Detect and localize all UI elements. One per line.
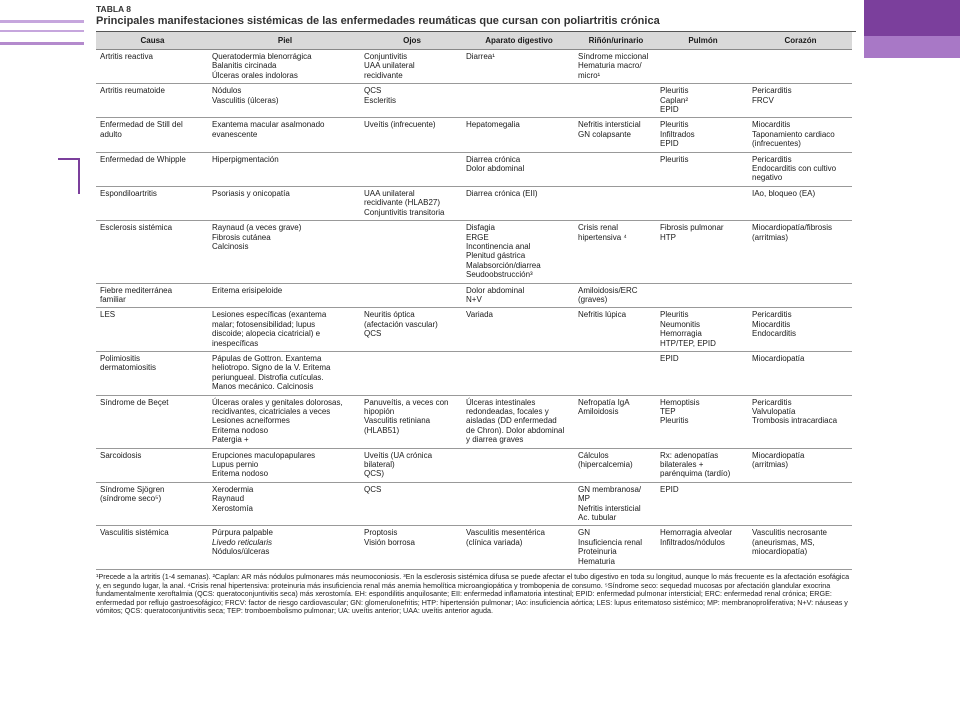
cell-line: Ac. tubular <box>578 513 617 523</box>
cell-line: Conjuntivitis transitoria <box>364 207 445 217</box>
cell-line: Cálculos <box>578 450 609 460</box>
cell-line: Xerodermia <box>212 484 254 494</box>
cell-line: QCS) <box>364 469 384 479</box>
column-header: Aparato digestivo <box>463 32 575 50</box>
cell-line: y diarrea graves <box>466 435 524 445</box>
table-cell-digestivo <box>463 482 575 526</box>
table-cell-rinon <box>575 118 657 152</box>
column-header: Ojos <box>361 32 463 50</box>
cell-line: Nefritis intersticial <box>578 503 641 513</box>
cell-line: Vasculitis (úlceras) <box>212 95 279 105</box>
table-cell-corazon <box>749 448 852 482</box>
cell-line: recidivantes, cicatriciales a veces <box>212 407 331 416</box>
cell-line: Valvulopatía <box>752 407 796 416</box>
cell-line: Úlceras intestinales <box>466 397 536 407</box>
cell-line: Pericarditis <box>752 310 792 320</box>
table-cell-corazon <box>749 283 852 308</box>
table-cell-causa <box>96 448 209 482</box>
cell-line: Sarcoidosis <box>100 450 142 460</box>
cell-line: Uveítis (UA crónica <box>364 450 433 460</box>
table-row <box>96 50 852 84</box>
cell-line: evanescente <box>212 129 258 139</box>
table-cell-pulmon <box>657 395 749 448</box>
cell-line: Eritema nodoso <box>212 469 269 479</box>
table-cell-piel <box>209 84 361 118</box>
cell-line: hipertensiva ⁴ <box>578 232 627 242</box>
table-cell-causa <box>96 308 209 352</box>
cell-line: (HLAB51) <box>364 425 400 435</box>
cell-line: MP <box>578 494 590 504</box>
cell-line: Hematuria <box>578 556 615 566</box>
table-row <box>96 526 852 570</box>
cell-line: Enfermedad de Whipple <box>100 154 186 164</box>
table-row <box>96 351 852 395</box>
cell-line: bilateral) <box>364 460 395 470</box>
cell-line: Queratodermia blenorrágica <box>212 52 312 61</box>
cell-line: Hemorragia alveolar <box>660 528 733 538</box>
table-cell-digestivo <box>463 448 575 482</box>
cell-line: (síndrome seco⁵) <box>100 494 162 504</box>
table-cell-ojos <box>361 283 463 308</box>
table-cell-pulmon <box>657 186 749 220</box>
table-cell-rinon <box>575 351 657 395</box>
table-cell-ojos <box>361 152 463 186</box>
decorative-bracket <box>58 158 80 194</box>
table-cell-causa <box>96 152 209 186</box>
cell-line: Hemoptisis <box>660 397 700 407</box>
table-cell-pulmon <box>657 482 749 526</box>
cell-line: Miocarditis <box>752 120 791 130</box>
cell-line: bilaterales + <box>660 460 704 470</box>
table-cell-causa <box>96 351 209 395</box>
cell-line: Fiebre mediterránea <box>100 285 173 295</box>
cell-line: Caplan² <box>660 95 689 105</box>
cell-line: Enfermedad de Still del <box>100 120 183 130</box>
table-cell-ojos <box>361 50 463 84</box>
table-cell-digestivo <box>463 351 575 395</box>
table-header-row <box>96 32 852 50</box>
cell-line: Vasculitis sistémica <box>100 528 169 538</box>
cell-line: GN <box>578 528 590 538</box>
cell-line: Raynaud <box>212 494 245 504</box>
column-header: Corazón <box>749 32 852 50</box>
cell-line: Disfagia <box>466 223 495 233</box>
cell-line: Escleritis <box>364 95 397 105</box>
table-cell-piel <box>209 283 361 308</box>
cell-line: Variada <box>466 310 493 320</box>
cell-line: Seudoobstrucción³ <box>466 270 533 280</box>
table-cell-corazon <box>749 118 852 152</box>
cell-line: Síndrome miccional <box>578 52 649 61</box>
cell-line: Lupus pernio <box>212 460 259 470</box>
cell-line: Pericarditis <box>752 154 792 164</box>
cell-line: Púrpura palpable <box>212 528 273 538</box>
table-cell-pulmon <box>657 526 749 570</box>
table-cell-causa <box>96 482 209 526</box>
table-cell-digestivo <box>463 152 575 186</box>
cell-line: Diarrea crónica <box>466 154 521 164</box>
cell-line: Pericarditis <box>752 86 792 96</box>
cell-line: (aneurismas, MS, <box>752 537 815 547</box>
table-cell-corazon <box>749 351 852 395</box>
cell-line: Polimiositis <box>100 353 141 363</box>
table-cell-piel <box>209 448 361 482</box>
column-header: Causa <box>96 32 209 50</box>
table-cell-causa <box>96 395 209 448</box>
cell-line: HTP/TEP, EPID <box>660 338 716 348</box>
table-cell-digestivo <box>463 526 575 570</box>
cell-line: IAo, bloqueo (EA) <box>752 188 816 198</box>
cell-line: dermatomiositis <box>100 363 157 373</box>
table-cell-rinon <box>575 395 657 448</box>
cell-line: Artritis reactiva <box>100 52 153 61</box>
table-cell-piel <box>209 152 361 186</box>
cell-line: UAA unilateral <box>364 61 415 71</box>
cell-line: Miocardiopatía/fibrosis <box>752 223 833 233</box>
cell-line: malar; fotosensibilidad; lupus <box>212 319 316 329</box>
table-cell-pulmon <box>657 308 749 352</box>
table-cell-digestivo <box>463 221 575 283</box>
cell-line: Balanitis circinada <box>212 61 277 71</box>
cell-line: Dolor abdominal <box>466 164 525 174</box>
table-cell-corazon <box>749 308 852 352</box>
cell-line: redondeadas, focales y <box>466 407 549 416</box>
cell-line: Proptosis <box>364 528 398 538</box>
cell-line: EPID <box>660 105 679 115</box>
cell-line: Raynaud (a veces grave) <box>212 223 302 233</box>
cell-line: miocardiopatía) <box>752 547 808 557</box>
cell-line: Plenitud gástrica <box>466 251 526 261</box>
cell-line: EPID <box>660 484 679 494</box>
cell-line: Miocardiopatía <box>752 450 805 460</box>
cell-line: Fibrosis pulmonar <box>660 223 724 233</box>
table-cell-pulmon <box>657 221 749 283</box>
table-cell-rinon <box>575 526 657 570</box>
table-cell-causa <box>96 84 209 118</box>
cell-line: Visión borrosa <box>364 537 415 547</box>
cell-line: Infiltrados <box>660 129 695 139</box>
cell-line: Pleuritis <box>660 310 689 320</box>
cell-line: Patergia + <box>212 435 249 445</box>
cell-line: aisladas (DD enfermedad <box>466 416 557 426</box>
table-body <box>96 50 852 570</box>
decorative-line <box>0 42 84 45</box>
table-row <box>96 283 852 308</box>
cell-line: recidivante (HLAB27) <box>364 198 441 208</box>
table-cell-rinon <box>575 283 657 308</box>
cell-line: adulto <box>100 129 122 139</box>
cell-line: Dolor abdominal <box>466 285 525 295</box>
table-row <box>96 186 852 220</box>
table-cell-rinon <box>575 50 657 84</box>
cell-line: Calcinosis <box>212 241 249 251</box>
table-cell-digestivo <box>463 186 575 220</box>
table-cell-ojos <box>361 186 463 220</box>
cell-line: Malabsorción/diarrea <box>466 260 541 270</box>
cell-line: Xerostomía <box>212 503 253 513</box>
cell-line: Amiloidosis <box>578 407 619 416</box>
cell-line: Neuritis óptica <box>364 310 415 320</box>
cell-line: Pleuritis <box>660 416 689 426</box>
cell-line: Artritis reumatoide <box>100 86 165 96</box>
table-cell-pulmon <box>657 84 749 118</box>
cell-line: Úlceras orales y genitales dolorosas, <box>212 397 343 407</box>
table-cell-piel <box>209 118 361 152</box>
cell-line: ERGE <box>466 232 489 242</box>
table-cell-ojos <box>361 221 463 283</box>
cell-line: recidivante <box>364 70 403 80</box>
cell-line: Neumonitis <box>660 319 701 329</box>
decorative-line <box>0 20 84 23</box>
cell-line: (infrecuentes) <box>752 139 801 149</box>
cell-line: Eritema erisipeloide <box>212 285 283 295</box>
table-cell-digestivo <box>463 84 575 118</box>
table-cell-pulmon <box>657 118 749 152</box>
column-header: Pulmón <box>657 32 749 50</box>
cell-line: periungueal. Distrofia cutículas. <box>212 372 324 382</box>
table-row <box>96 448 852 482</box>
table-cell-causa <box>96 283 209 308</box>
cell-line: (arritmias) <box>752 232 788 242</box>
table-cell-ojos <box>361 351 463 395</box>
table-cell-ojos <box>361 84 463 118</box>
cell-line: Taponamiento cardiaco <box>752 129 835 139</box>
cell-line: Lesiones acneiformes <box>212 416 290 426</box>
cell-line: Síndrome de Beçet <box>100 397 169 407</box>
cell-line: familiar <box>100 294 126 304</box>
column-header: Riñón/urinario <box>575 32 657 50</box>
cell-line: Esclerosis sistémica <box>100 223 173 233</box>
cell-line: Infiltrados/nódulos <box>660 537 725 547</box>
cell-line: Amiloidosis/ERC <box>578 285 638 295</box>
table-cell-piel <box>209 221 361 283</box>
cell-line: Nefritis intersticial <box>578 120 641 130</box>
cell-line: inespecíficas <box>212 338 259 348</box>
table-cell-piel <box>209 351 361 395</box>
table-label: TABLA 8 <box>96 4 131 14</box>
cell-line: (arritmias) <box>752 460 788 470</box>
cell-line: QCS <box>364 484 382 494</box>
cell-line: Erupciones maculopapulares <box>212 450 316 460</box>
table-row <box>96 84 852 118</box>
table-cell-ojos <box>361 118 463 152</box>
table-cell-rinon <box>575 84 657 118</box>
cell-line: heliotropo. Signo de la V. Eritema <box>212 363 331 373</box>
table-cell-causa <box>96 186 209 220</box>
cell-line: Lesiones específicas (exantema <box>212 310 327 320</box>
table-cell-ojos <box>361 308 463 352</box>
table-cell-pulmon <box>657 351 749 395</box>
column-header: Piel <box>209 32 361 50</box>
cell-line: Hematuria macro/ <box>578 61 642 71</box>
cell-line: (afectación vascular) <box>364 319 438 329</box>
table-cell-rinon <box>575 186 657 220</box>
cell-line: QCS <box>364 329 382 339</box>
table-cell-rinon <box>575 152 657 186</box>
table-cell-digestivo <box>463 395 575 448</box>
cell-line: Exantema macular asalmonado <box>212 120 325 130</box>
table-cell-causa <box>96 526 209 570</box>
table-row <box>96 118 852 152</box>
table-cell-rinon <box>575 221 657 283</box>
cell-line: Trombosis intracardiaca <box>752 416 838 426</box>
decorative-line <box>0 30 84 32</box>
table-footnotes: ¹Precede a la artritis (1-4 semanas). ²Caplan: AR más nódulos pulmonares más neumoconiosis. ³En la esclerosis sistémica difusa se puede afectar el tubo digestivo en toda su longitud, aunque lo más frecuente es la afectación esofágica y, en segundo lugar, la anal. ⁴Crisis renal hipertensiva: proteinuria más insuficiencia renal más anemia hemolítica microangiopática y trombopenia de consumo. ⁵Síndrome seco: sequedad mucosas por afectación glandular exocrina fundamentalmente xeroftalmia (QCS: queratoconjuntivitis seca) más xerostomía. EH: espondilitis anquilosante; EII: enfermedad inflamatoria intestinal; EPID: enfermedad pulmonar intersticial; ERC: enfermedad renal crónica; ERGE: enfermedad por reflujo gastroesofágico; FRCV: factor de riesgo cardiovascular; GN: glomerulonefritis; HTP: hipertensión pulmonar; IAo: insuficiencia aórtica; LES: lupus eritematoso sistémico; MP: membranoproliferativa; N+V: náuseas y vómitos; QCS: queratoconjuntivitis seca; TEP: tromboembolismo pulmonar; UA: uveítis anterior; UAA: uveítis anterior aguda. <box>96 572 850 616</box>
table-cell-corazon <box>749 50 852 84</box>
table-cell-pulmon <box>657 152 749 186</box>
table-cell-ojos <box>361 448 463 482</box>
cell-line: parénquima (tardío) <box>660 469 731 479</box>
cell-line: Hemorragia <box>660 329 702 339</box>
cell-line: Conjuntivitis <box>364 52 408 61</box>
table-cell-corazon <box>749 84 852 118</box>
cell-line: HTP <box>660 232 676 242</box>
table-cell-ojos <box>361 482 463 526</box>
cell-line: Hepatomegalia <box>466 120 520 130</box>
table-cell-corazon <box>749 482 852 526</box>
cell-line: Pleuritis <box>660 120 689 130</box>
table-cell-corazon <box>749 221 852 283</box>
cell-line: Miocardiopatía <box>752 353 805 363</box>
table-row <box>96 482 852 526</box>
cell-line: Proteinuria <box>578 547 617 557</box>
cell-line: Síndrome Sjögren <box>100 484 165 494</box>
table-cell-piel <box>209 186 361 220</box>
cell-line: Incontinencia anal <box>466 241 531 251</box>
table-cell-digestivo <box>463 308 575 352</box>
cell-line: EPID <box>660 139 679 149</box>
cell-line: Nefritis lúpica <box>578 310 627 320</box>
cell-line: Pleuritis <box>660 86 689 96</box>
cell-line: GN membranosa/ <box>578 484 642 494</box>
cell-line: Espondiloartritis <box>100 188 157 198</box>
cell-line: Rx: adenopatías <box>660 450 719 460</box>
table-cell-causa <box>96 221 209 283</box>
cell-line: Livedo reticularis <box>212 537 273 547</box>
cell-line: N+V <box>466 294 482 304</box>
table-cell-rinon <box>575 448 657 482</box>
table-cell-ojos <box>361 395 463 448</box>
table-cell-ojos <box>361 526 463 570</box>
table-cell-corazon <box>749 526 852 570</box>
table-row <box>96 221 852 283</box>
cell-line: Nódulos/úlceras <box>212 547 270 557</box>
cell-line: discoide; alopecia cicatricial) e <box>212 329 321 339</box>
cell-line: QCS <box>364 86 382 96</box>
table-cell-corazon <box>749 186 852 220</box>
manifestations-table <box>96 32 852 570</box>
table-cell-piel <box>209 395 361 448</box>
table-cell-causa <box>96 50 209 84</box>
cell-line: FRCV <box>752 95 774 105</box>
cell-line: Diarrea¹ <box>466 52 495 61</box>
cell-line: Pericarditis <box>752 397 792 407</box>
table-cell-corazon <box>749 152 852 186</box>
table-row <box>96 308 852 352</box>
cell-line: TEP <box>660 407 676 416</box>
cell-line: Endocarditis <box>752 329 797 339</box>
cell-line: UAA unilateral <box>364 188 415 198</box>
cell-line: Vasculitis necrosante <box>752 528 827 538</box>
table-cell-rinon <box>575 308 657 352</box>
cell-line: Diarrea crónica (EII) <box>466 188 538 198</box>
table-document <box>84 0 864 708</box>
table-cell-corazon <box>749 395 852 448</box>
cell-line: Vasculitis mesentérica <box>466 528 545 538</box>
cell-line: Miocarditis <box>752 319 791 329</box>
table-cell-pulmon <box>657 283 749 308</box>
table-title: Principales manifestaciones sistémicas de las enfermedades reumáticas que cursan con poliartritis crónica <box>96 15 660 27</box>
cell-line: LES <box>100 310 116 320</box>
cell-line: (graves) <box>578 294 608 304</box>
cell-line: negativo <box>752 173 783 183</box>
cell-line: de Chron). Dolor abdominal <box>466 425 565 435</box>
cell-line: micro¹ <box>578 70 601 80</box>
cell-line: Pápulas de Gottron. Exantema <box>212 353 322 363</box>
table-cell-rinon <box>575 482 657 526</box>
cell-line: Úlceras orales indoloras <box>212 70 298 80</box>
cell-line: EPID <box>660 353 679 363</box>
cell-line: Nefropatía IgA <box>578 397 630 407</box>
cell-line: Manos mecánico. Calcinosis <box>212 382 314 392</box>
table-cell-pulmon <box>657 50 749 84</box>
table-cell-piel <box>209 526 361 570</box>
table-cell-piel <box>209 50 361 84</box>
table-cell-digestivo <box>463 118 575 152</box>
table-cell-piel <box>209 482 361 526</box>
cell-line: (clínica variada) <box>466 537 523 547</box>
cell-line: Insuficiencia renal <box>578 537 643 547</box>
cell-line: Pleuritis <box>660 154 689 164</box>
table-row <box>96 152 852 186</box>
table-cell-pulmon <box>657 448 749 482</box>
cell-line: Endocarditis con cultivo <box>752 164 837 174</box>
cell-line: Fibrosis cutánea <box>212 232 271 242</box>
cell-line: Hiperpigmentación <box>212 154 279 164</box>
cell-line: Nódulos <box>212 86 242 96</box>
cell-line: (hipercalcemia) <box>578 460 633 470</box>
cell-line: Psoriasis y onicopatía <box>212 188 290 198</box>
cell-line: GN colapsante <box>578 129 631 139</box>
cell-line: Crisis renal <box>578 223 619 233</box>
cell-line: hipopión <box>364 407 395 416</box>
table-row <box>96 395 852 448</box>
table-cell-digestivo <box>463 283 575 308</box>
cell-line: Uveítis (infrecuente) <box>364 120 436 130</box>
table-cell-digestivo <box>463 50 575 84</box>
table-cell-causa <box>96 118 209 152</box>
cell-line: Panuveítis, a veces con <box>364 397 449 407</box>
cell-line: Eritema nodoso <box>212 425 269 435</box>
cell-line: Vasculitis retiniana <box>364 416 431 426</box>
table-cell-piel <box>209 308 361 352</box>
